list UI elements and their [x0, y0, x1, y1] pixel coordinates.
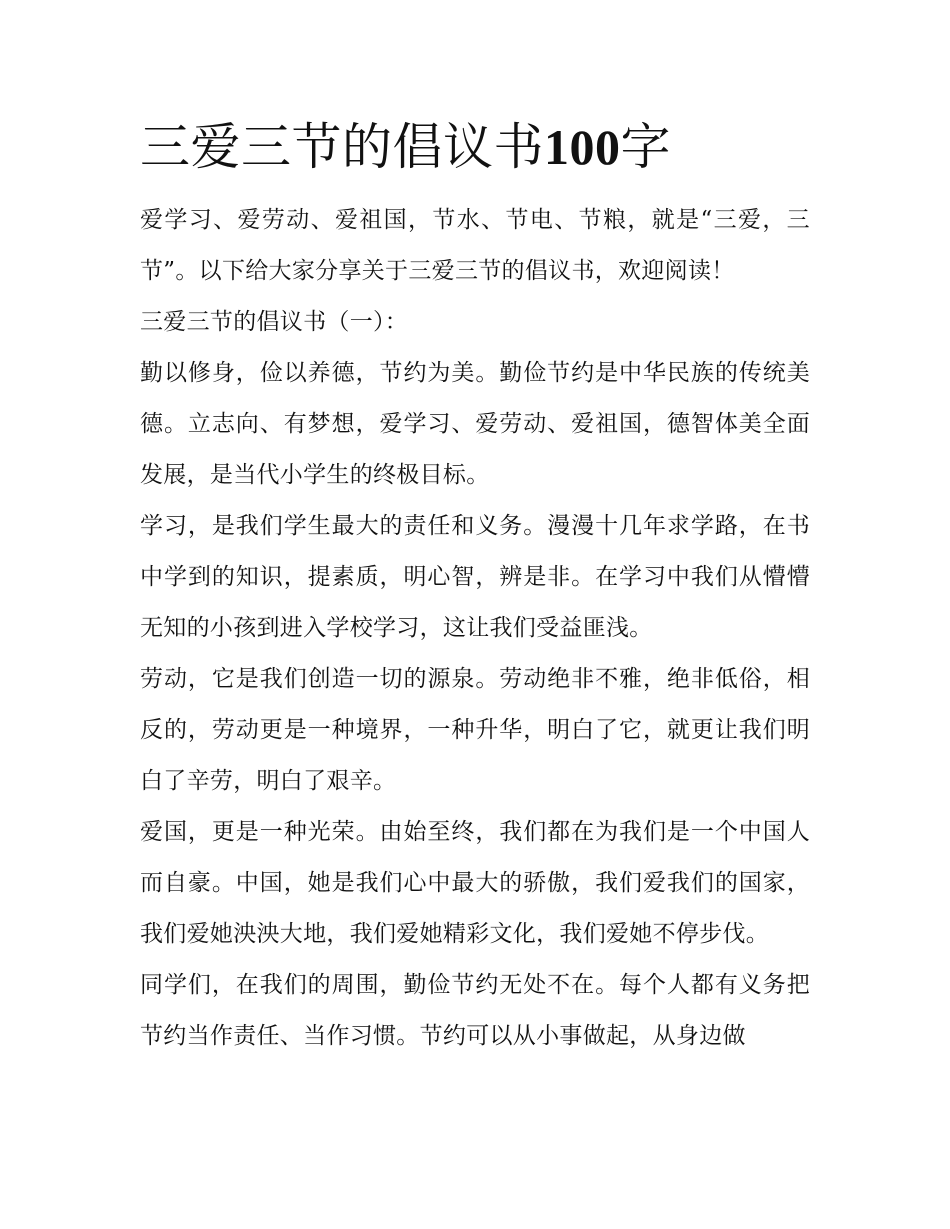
body-paragraph: 同学们，在我们的周围，勤俭节约无处不在。每个人都有义务把节约当作责任、当作习惯。节约可以从小事做起，从身边做	[140, 972, 810, 1049]
title-text: 三爱三节的倡议书	[140, 118, 544, 176]
document-body	[140, 115, 810, 1062]
intro-paragraph: 爱学习、爱劳动、爱祖国，节水、节电、节粮，就是“三爱，三节”。以下给大家分享关于三爱三节的倡议书，欢迎阅读！	[140, 207, 810, 284]
body-paragraph: 勤以修身，俭以养德，节约为美。勤俭节约是中华民族的传统美德。立志向、有梦想，爱学习、爱劳动、爱祖国，德智体美全面发展，是当代小学生的终极目标。	[140, 360, 810, 488]
title-suffix: 字	[620, 118, 671, 176]
document-title	[140, 115, 810, 179]
section-heading: 三爱三节的倡议书（一）：	[140, 309, 409, 335]
body-paragraph: 劳动，它是我们创造一切的源泉。劳动绝非不雅，绝非低俗，相反的，劳动更是一种境界，一种升华，明白了它，就更让我们明白了辛劳，明白了艰辛。	[140, 666, 810, 794]
body-paragraph: 爱国，更是一种光荣。由始至终，我们都在为我们是一个中国人而自豪。中国，她是我们心中最大的骄傲，我们爱我们的国家，我们爱她泱泱大地，我们爱她精彩文化，我们爱她不停步伐。	[140, 819, 810, 947]
body-paragraph: 学习，是我们学生最大的责任和义务。漫漫十几年求学路，在书中学到的知识，提素质，明心智，辨是非。在学习中我们从懵懵无知的小孩到进入学校学习，这让我们受益匪浅。	[140, 513, 810, 641]
title-number: 100	[544, 119, 621, 175]
